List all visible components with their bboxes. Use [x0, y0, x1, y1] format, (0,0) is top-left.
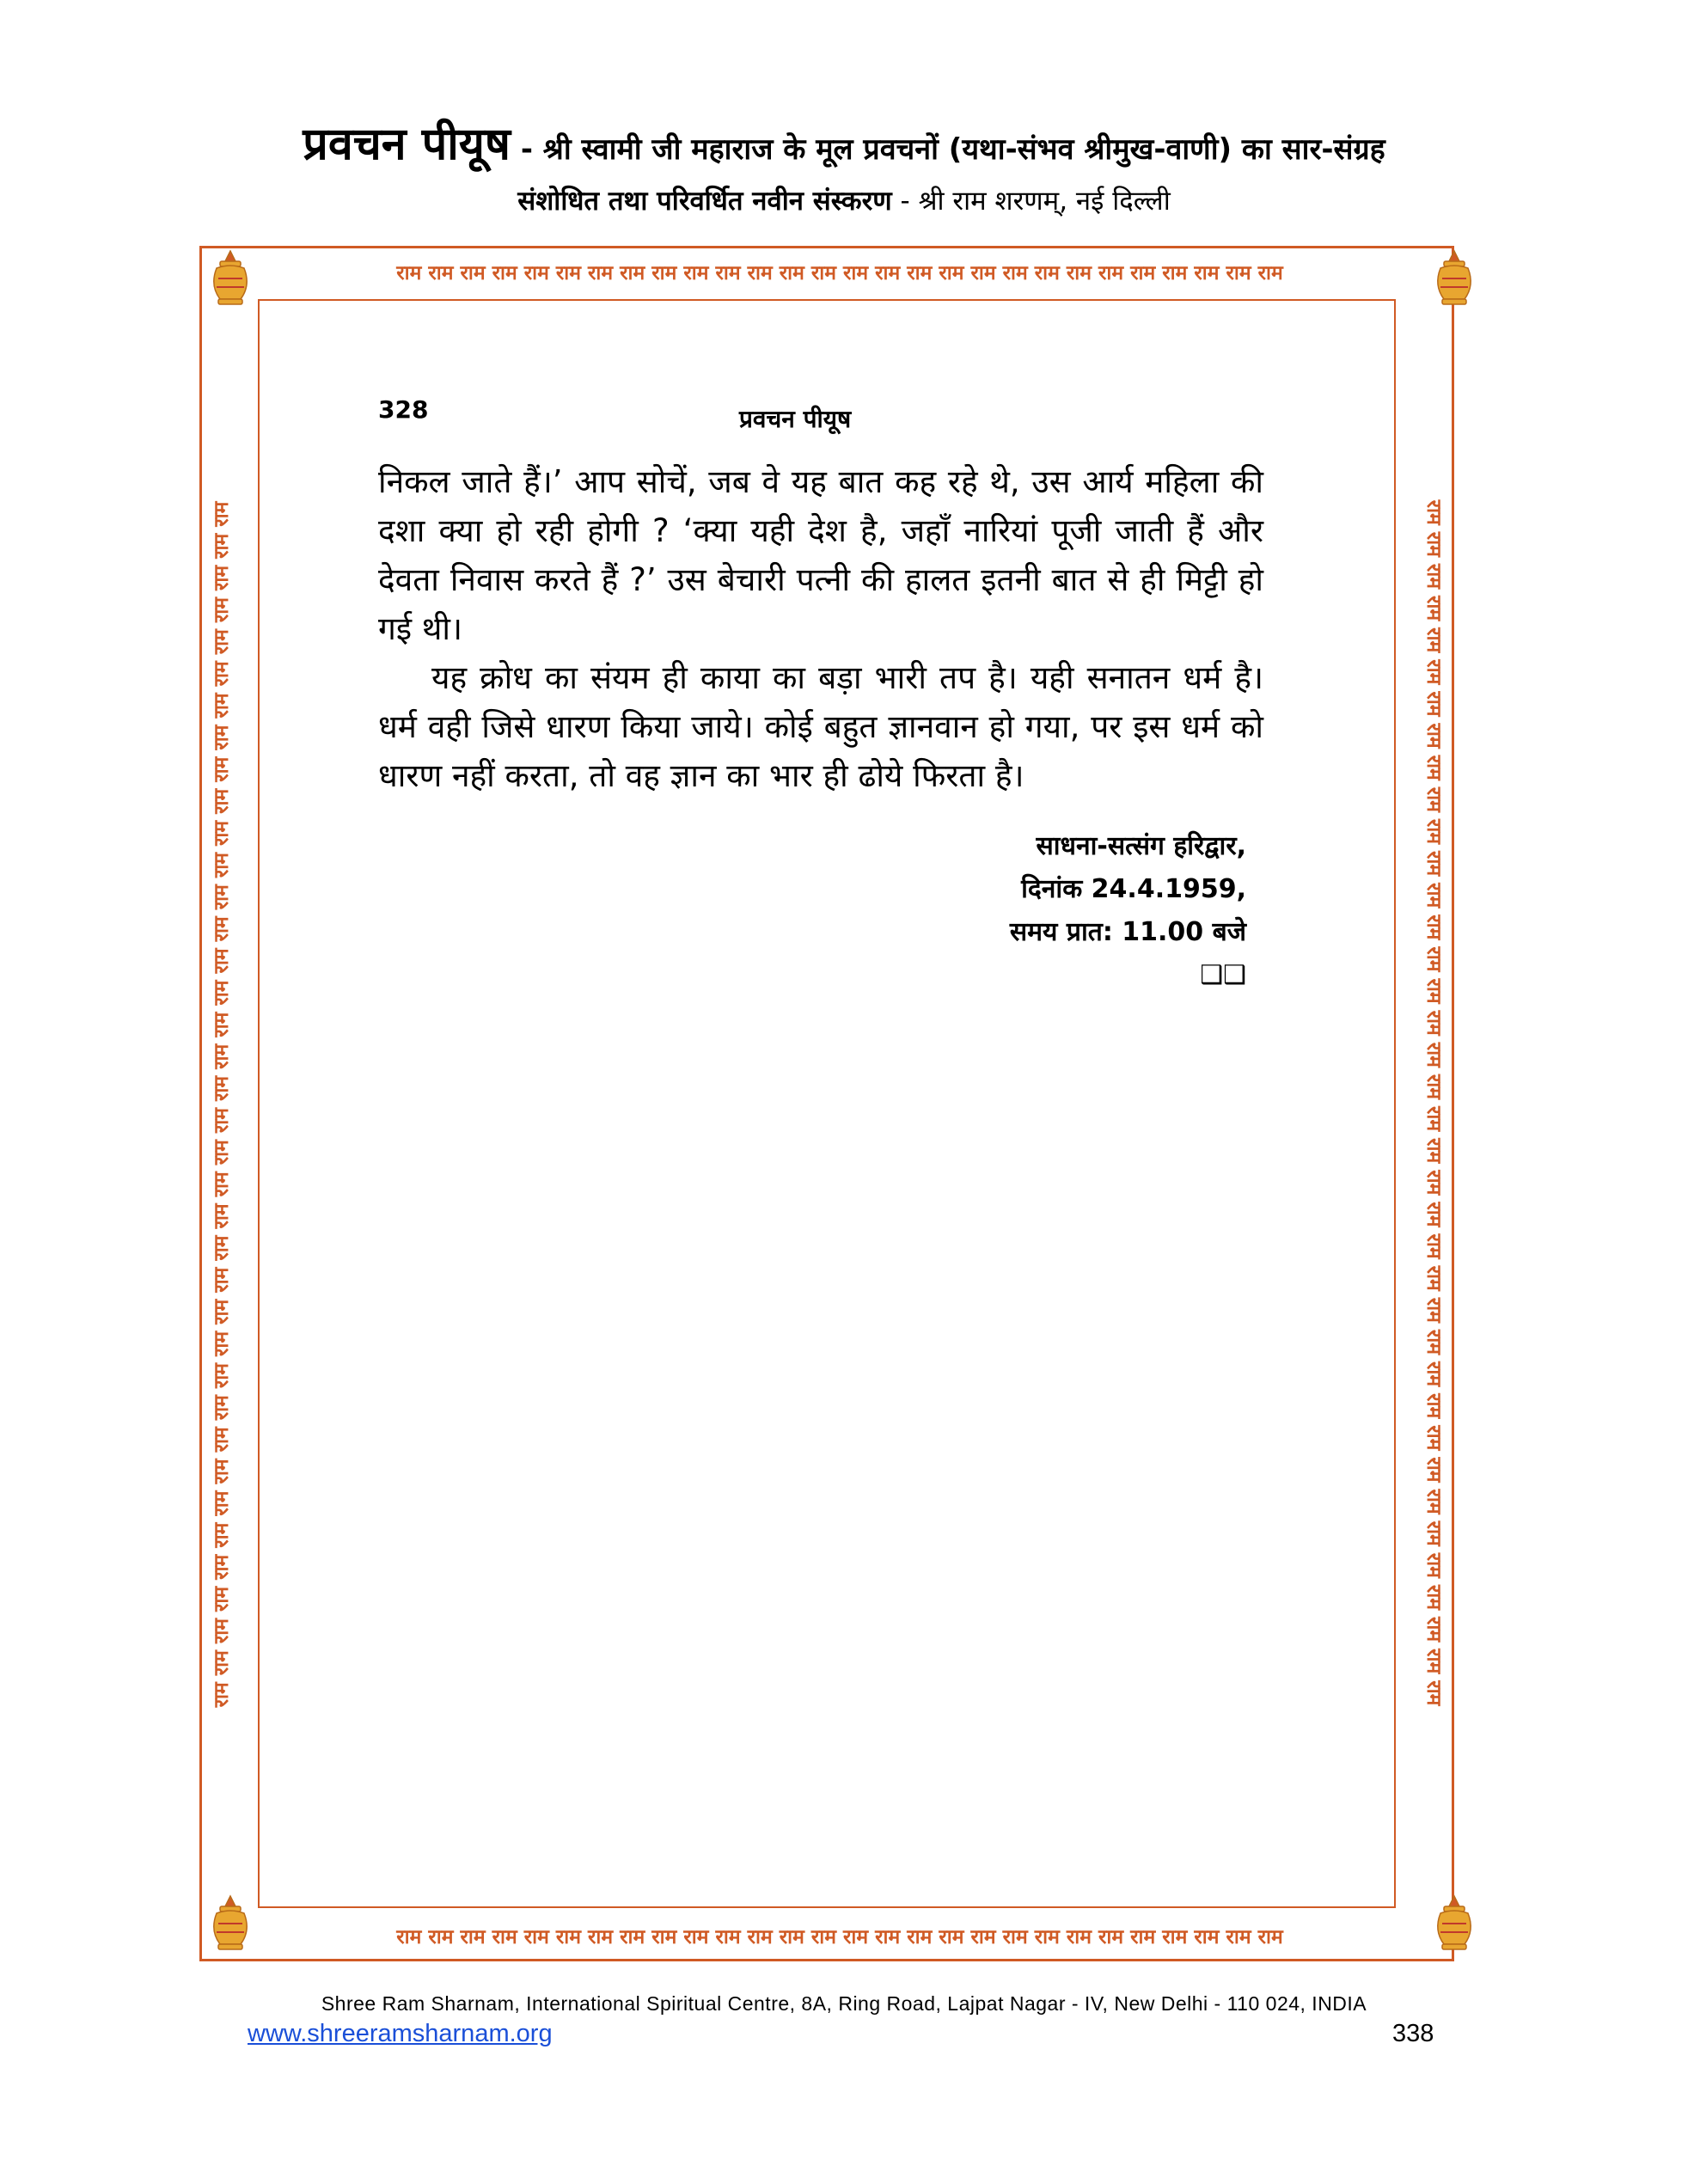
signature-block — [378, 825, 1246, 997]
end-mark: ❑❑ — [1200, 960, 1246, 990]
signature-time: समय प्रात: 11.00 बजे — [1009, 917, 1246, 947]
border-text-right: राम राम राम राम राम राम राम राम राम राम राम राम राम राम राम राम राम राम राम राम राम राम राम राम राम राम राम राम राम राम राम राम राम राम राम राम राम राम — [1422, 499, 1445, 1706]
footer-page-number: 338 — [1392, 2020, 1434, 2047]
kalash-icon-bottom-left — [205, 1893, 256, 1955]
kalash-icon-top-left — [205, 248, 256, 309]
border-text-top: राम राम राम राम राम राम राम राम राम राम राम राम राम राम राम राम राम राम राम राम राम राम राम राम राम राम राम राम — [396, 262, 1283, 284]
running-head: प्रवचन पीयूष — [739, 405, 852, 433]
border-text-bottom: राम राम राम राम राम राम राम राम राम राम राम राम राम राम राम राम राम राम राम राम राम राम राम राम राम राम राम राम — [396, 1926, 1283, 1948]
website-link[interactable]: www.shreeramsharnam.org — [248, 2020, 553, 2047]
signature-date: दिनांक 24.4.1959, — [1021, 874, 1246, 904]
signature-place: साधना-सत्संग हरिद्वार, — [1036, 831, 1246, 861]
subtitle-publisher: - श्री राम शरणम्, नई दिल्ली — [891, 186, 1171, 217]
title-description: श्री स्वामी जी महाराज के मूल प्रवचनों (यथा-संभव श्रीमुख-वाणी) का सार-संग्रह — [542, 132, 1385, 167]
title-main: प्रवचन पीयूष — [303, 119, 511, 170]
footer-address: Shree Ram Sharnam, International Spiritual Centre, 8A, Ring Road, Lajpat Nagar - IV, New Delhi - 110 024, INDIA — [321, 1992, 1367, 2015]
title-separator: - — [511, 132, 543, 167]
kalash-icon-top-right — [1428, 248, 1480, 309]
book-page-number: 328 — [378, 395, 429, 424]
paragraph-1: निकल जाते हैं।’ आप सोचें, जब वे यह बात कह रहे थे, उस आर्य महिला की दशा क्या हो रही होगी ? ‘क्या यही देश है, जहाँ नारियां पूजी जाती हैं और देवता निवास करते हैं ?’ उस बेचारी पत्नी की हालत इतनी बात से ही मिट्टी हो गई थी। — [378, 463, 1263, 647]
subtitle-edition: संशोधित तथा परिवर्धित नवीन संस्करण — [517, 186, 892, 217]
border-text-left: राम राम राम राम राम राम राम राम राम राम राम राम राम राम राम राम राम राम राम राम राम राम राम राम राम राम राम राम राम राम राम राम राम राम राम राम राम राम — [211, 501, 233, 1708]
kalash-icon-bottom-right — [1428, 1893, 1480, 1955]
paragraph-2: यह क्रोध का संयम ही काया का बड़ा भारी तप है। यही सनातन धर्म है। धर्म वही जिसे धारण किया जाये। कोई बहुत ज्ञानवान हो गया, पर इस धर्म को धारण नहीं करता, तो वह ज्ञान का भार ही ढोये फिरता है। — [378, 659, 1263, 794]
document-title — [0, 112, 1688, 173]
document-subtitle — [0, 182, 1688, 218]
body-text — [378, 457, 1263, 800]
